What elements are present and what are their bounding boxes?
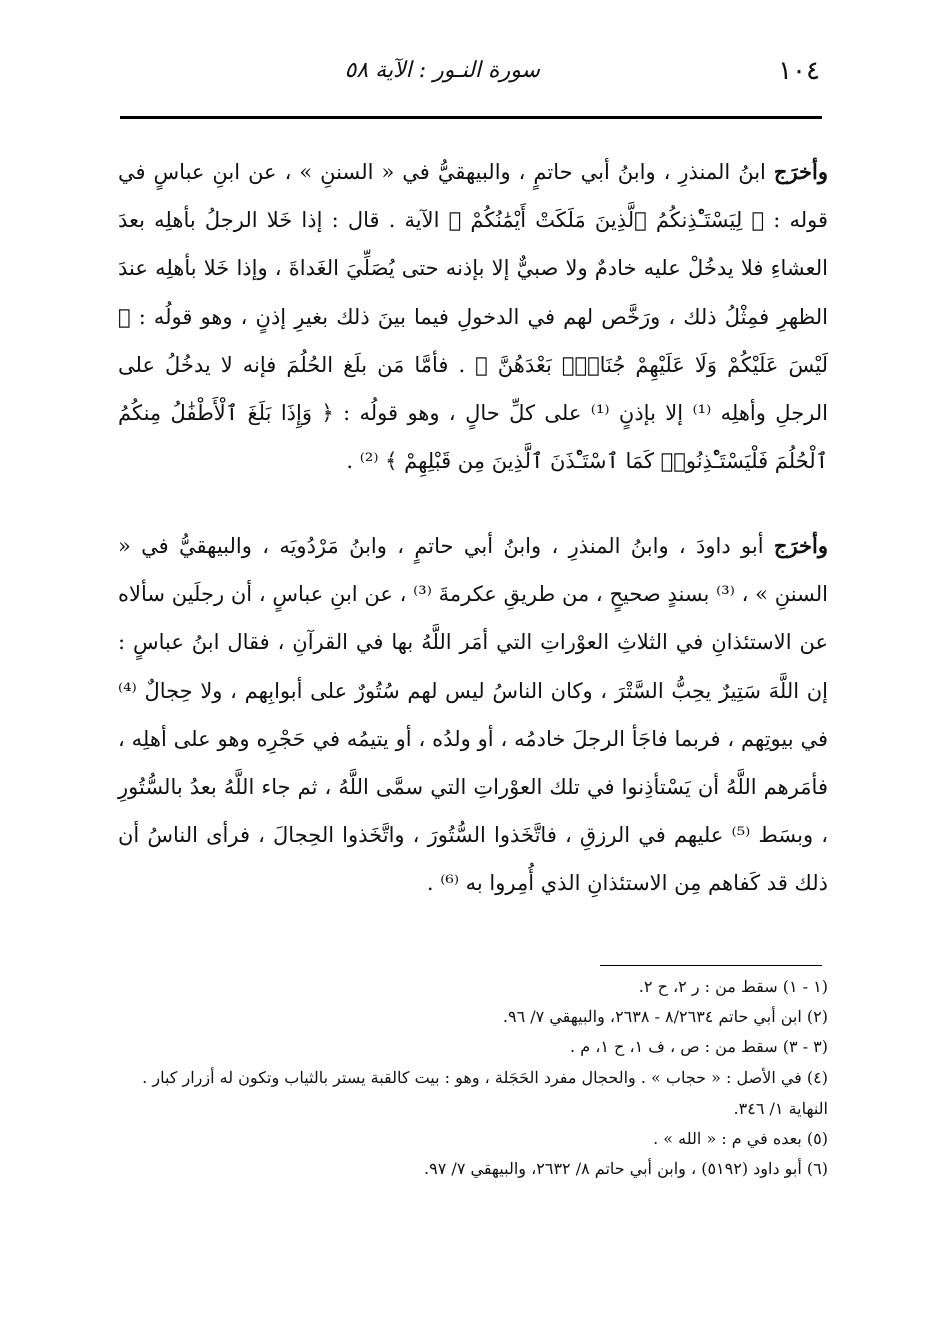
paragraph-text: أبو داودَ ، وابنُ المنذرِ ، وابنُ أبي حاتمٍ ، وابنُ مَرْدُويَه ، والبيهقيُّ في « السننِ » ، ⁽³⁾ بسندٍ صحيحٍ ، من طريقِ عكرمةَ ⁽³⁾ ، عن ابنِ عباسٍ ، أن رجلَين سألاه عن الاستئذانِ في الثلاثِ العوْراتِ التي أمَر اللَّهُ بها في القرآنِ ، فقال ابنُ عباسٍ : إن اللَّهَ سَتِيرٌ يحِبُّ السَّتْرَ ، وكان الناسُ ليس لهم سُتُورٌ على أبوابِهم ، ولا حِجالٌ ⁽⁴⁾ في بيوتِهم ، فربما فاجَأ الرجلَ خادمُه ، أو ولدُه ، أو يتيمُه في حَجْرِه وهو على أهلِه ، فأمَرهم اللَّهُ أن يَسْتأذِنوا في تلك العوْراتِ التي سمَّى اللَّهُ ، ثم جاء اللَّهُ بعدُ بالسُّتُورِ ، وبسَط ⁽⁵⁾ عليهم في الرزقِ ، فاتَّخَذوا السُّتُورَ ، واتَّخَذوا الحِجالَ ، فرأى الناسُ أن ذلك قد كَفاهم مِن الاستئذانِ الذي أُمِروا به ⁽⁶⁾ . — [118, 534, 828, 896]
page-number: ١٠٤ — [778, 56, 820, 86]
footnote: (١ - ١) سقط من : ر ٢، ح ٢. — [638, 977, 828, 996]
paragraph — [118, 522, 828, 908]
page-header — [120, 56, 820, 100]
footnote-rule — [600, 965, 822, 966]
footnote: (٥) بعده في م : « الله » . — [653, 1129, 828, 1148]
paragraph-lead: وأخرَج — [773, 533, 828, 558]
footnote: (٣ - ٣) سقط من : ص ، ف ١، ح ١، م . — [570, 1037, 828, 1056]
footnote: (٢) ابن أبي حاتم ٨/٢٦٣٤ - ٢٦٣٨، والبيهقي ٧/ ٩٦. — [502, 1007, 828, 1026]
footnotes — [118, 972, 828, 1184]
paragraph — [118, 148, 828, 485]
running-title: سورة النـور : الآية ٥٨ — [344, 58, 540, 83]
footnote: (٦) أبو داود (٥١٩٢) ، وابن أبي حاتم ٨/ ٢٦٣٢، والبيهقي ٧/ ٩٧. — [424, 1159, 828, 1178]
header-rule — [120, 116, 822, 119]
paragraph-text: ابنُ المنذرِ ، وابنُ أبي حاتمٍ ، والبيهقيُّ في « السننِ » ، عن ابنِ عباسٍ في قوله : ﴿ لِيَسْتَـْٔذِنكُمُ ٱلَّذِينَ مَلَكَتْ أَيْمَٰنُكُمْ ﴾ الآية . قال : إذا خَلا الرجلُ بأهلِه بعدَ العشاءِ فلا يدخُلْ عليه خادمٌ ولا صبيٌّ إلا بإذنه حتى يُصَلِّيَ الغَداةَ ، وإذا خَلا بأهلِه عندَ الظهرِ فمِثْلُ ذلك ، ورَخَّص لهم في الدخولِ فيما بينَ ذلك بغيرِ إذنٍ ، وهو قولُه : ﴿ لَيْسَ عَلَيْكُمْ وَلَا عَلَيْهِمْ جُنَاحٌۢ بَعْدَهُنَّ ﴾ . فأمَّا مَن بلَغ الحُلُمَ فإنه لا يدخُلُ على الرجلِ وأهلِه ⁽¹⁾ إلا بإذنٍ ⁽¹⁾ على كلِّ حالٍ ، وهو قولُه : ﴿ وَإِذَا بَلَغَ ٱلْأَطْفَٰلُ مِنكُمُ ٱلْحُلُمَ فَلْيَسْتَـْٔذِنُوا۟ كَمَا ٱسْتَـْٔذَنَ ٱلَّذِينَ مِن قَبْلِهِمْ ﴾ ⁽²⁾ . — [118, 160, 828, 474]
footnote: (٤) في الأصل : « حجاب » . والحجال مفرد الحَجَلة ، وهو : بيت كالقبة يستر بالثياب وتكون له أزرار كبار . النهاية ١/ ٣٤٦. — [142, 1068, 828, 1118]
paragraph-lead: وأخرَج — [773, 159, 828, 184]
